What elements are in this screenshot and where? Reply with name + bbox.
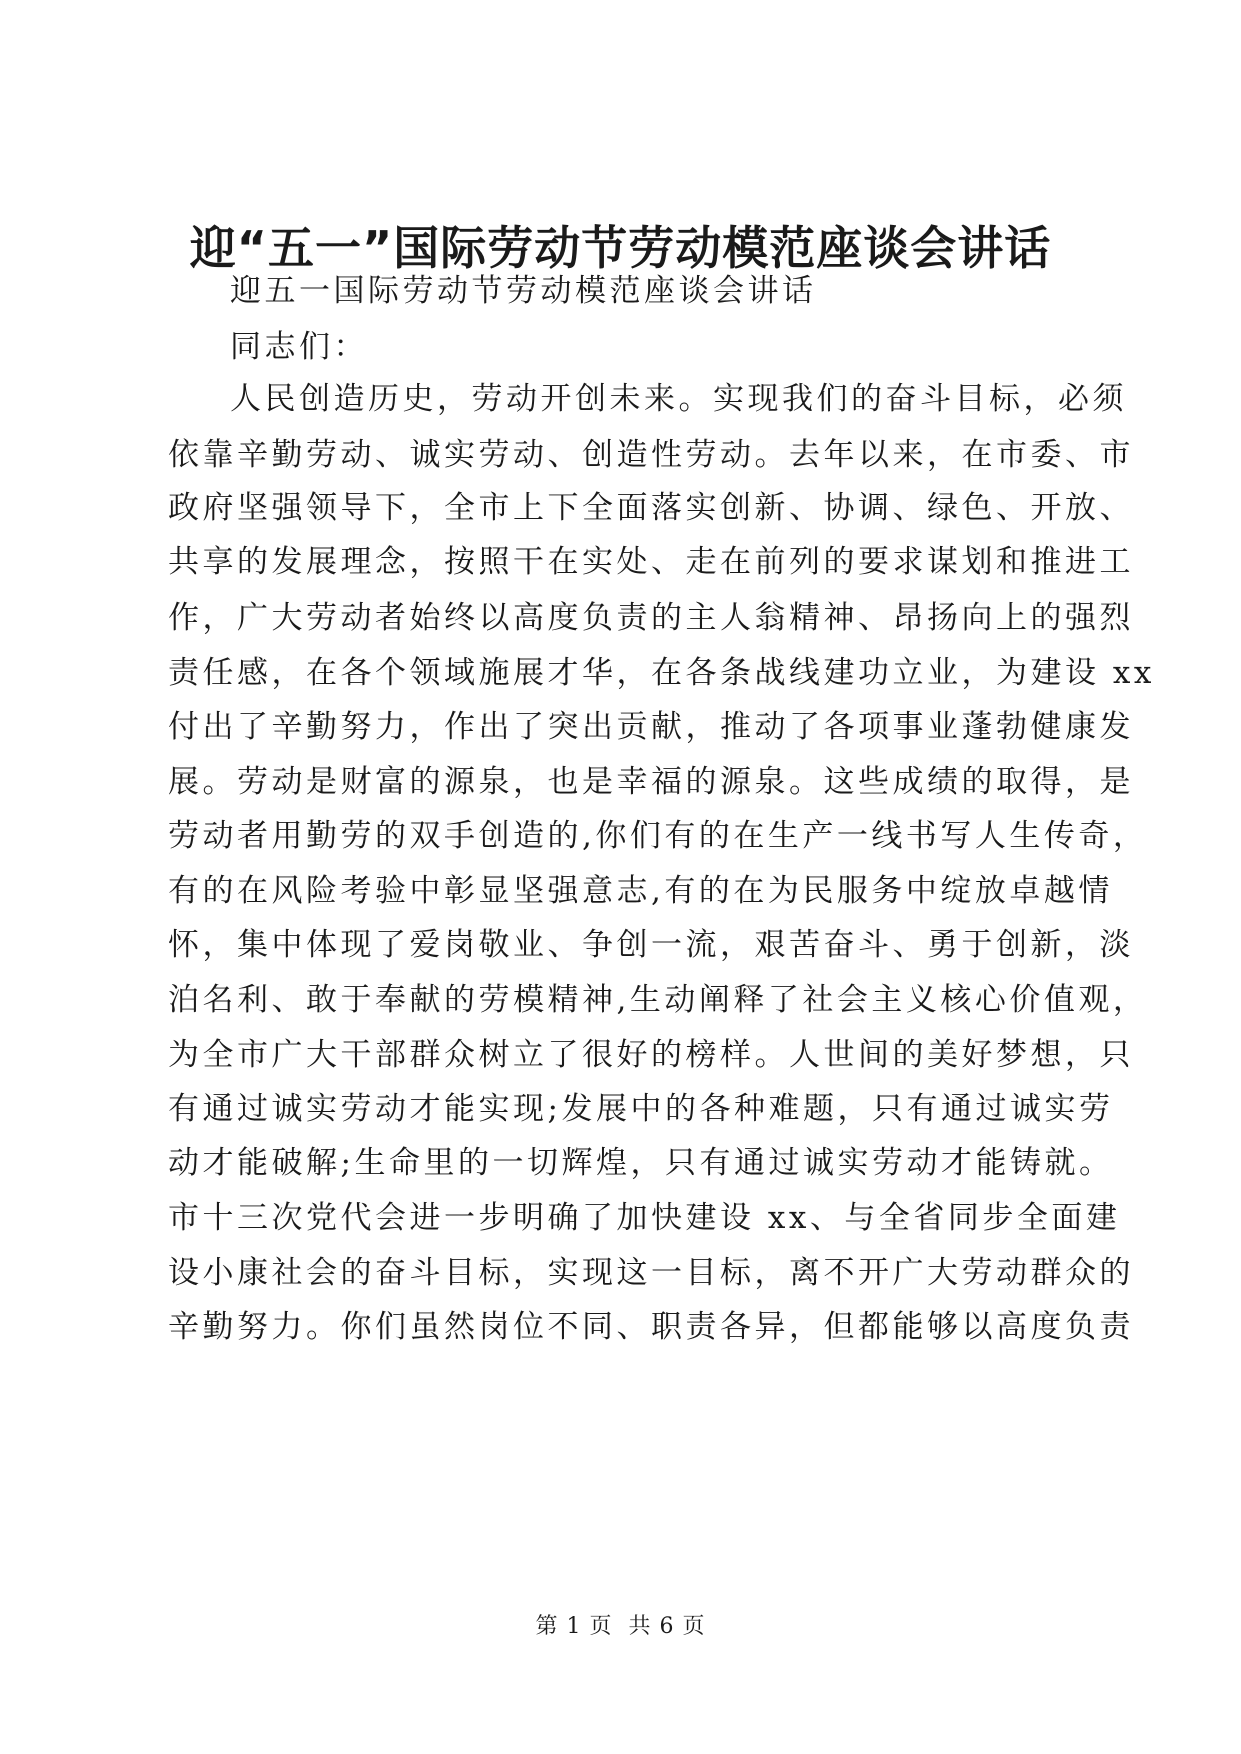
document-title: 迎“五一”国际劳动节劳动模范座谈会讲话 (189, 221, 1052, 275)
paragraph-line: 展。劳动是财富的源泉，也是幸福的源泉。这些成绩的取得，是 (168, 764, 1134, 800)
page-total: 共 6 页 (628, 1614, 706, 1639)
paragraph-line: 劳动者用勤劳的双手创造的,你们有的在生产一线书写人生传奇， (168, 818, 1148, 854)
paragraph-line: 辛勤努力。你们虽然岗位不同、职责各异，但都能够以高度负责 (168, 1309, 1134, 1345)
salutation-line: 同志们： (230, 329, 368, 365)
paragraph-line: 责任感，在各个领域施展才华，在各条战线建功立业，为建设 xx (168, 655, 1155, 691)
paragraph-line: 付出了辛勤努力，作出了突出贡献，推动了各项事业蓬勃健康发 (168, 709, 1134, 745)
paragraph-line: 政府坚强领导下，全市上下全面落实创新、协调、绿色、开放、 (168, 490, 1134, 526)
page-number: 第 1 页 (535, 1614, 613, 1639)
subtitle-line: 迎五一国际劳动节劳动模范座谈会讲话 (230, 273, 817, 309)
paragraph-line: 有的在风险考验中彰显坚强意志,有的在为民服务中绽放卓越情 (168, 873, 1113, 909)
paragraph-line: 为全市广大干部群众树立了很好的榜样。人世间的美好梦想，只 (168, 1037, 1134, 1073)
paragraph-line: 设小康社会的奋斗目标，实现这一目标，离不开广大劳动群众的 (168, 1255, 1134, 1291)
paragraph-line: 共享的发展理念，按照干在实处、走在前列的要求谋划和推进工 (168, 544, 1134, 580)
paragraph-line: 怀，集中体现了爱岗敬业、争创一流，艰苦奋斗、勇于创新，淡 (168, 927, 1134, 963)
paragraph-line: 作，广大劳动者始终以高度负责的主人翁精神、昂扬向上的强烈 (168, 600, 1134, 636)
paragraph-line: 泊名利、敢于奉献的劳模精神,生动阐释了社会主义核心价值观， (168, 982, 1148, 1018)
paragraph-line: 市十三次党代会进一步明确了加快建设 xx、与全省同步全面建 (168, 1200, 1121, 1236)
paragraph-line: 人民创造历史，劳动开创未来。实现我们的奋斗目标，必须 (230, 381, 1127, 417)
paragraph-line: 依靠辛勤劳动、诚实劳动、创造性劳动。去年以来，在市委、市 (168, 437, 1134, 473)
paragraph-line: 有通过诚实劳动才能实现;发展中的各种难题，只有通过诚实劳 (168, 1091, 1114, 1127)
paragraph-line: 动才能破解;生命里的一切辉煌，只有通过诚实劳动才能铸就。 (168, 1145, 1114, 1181)
page-footer (0, 1612, 1241, 1642)
